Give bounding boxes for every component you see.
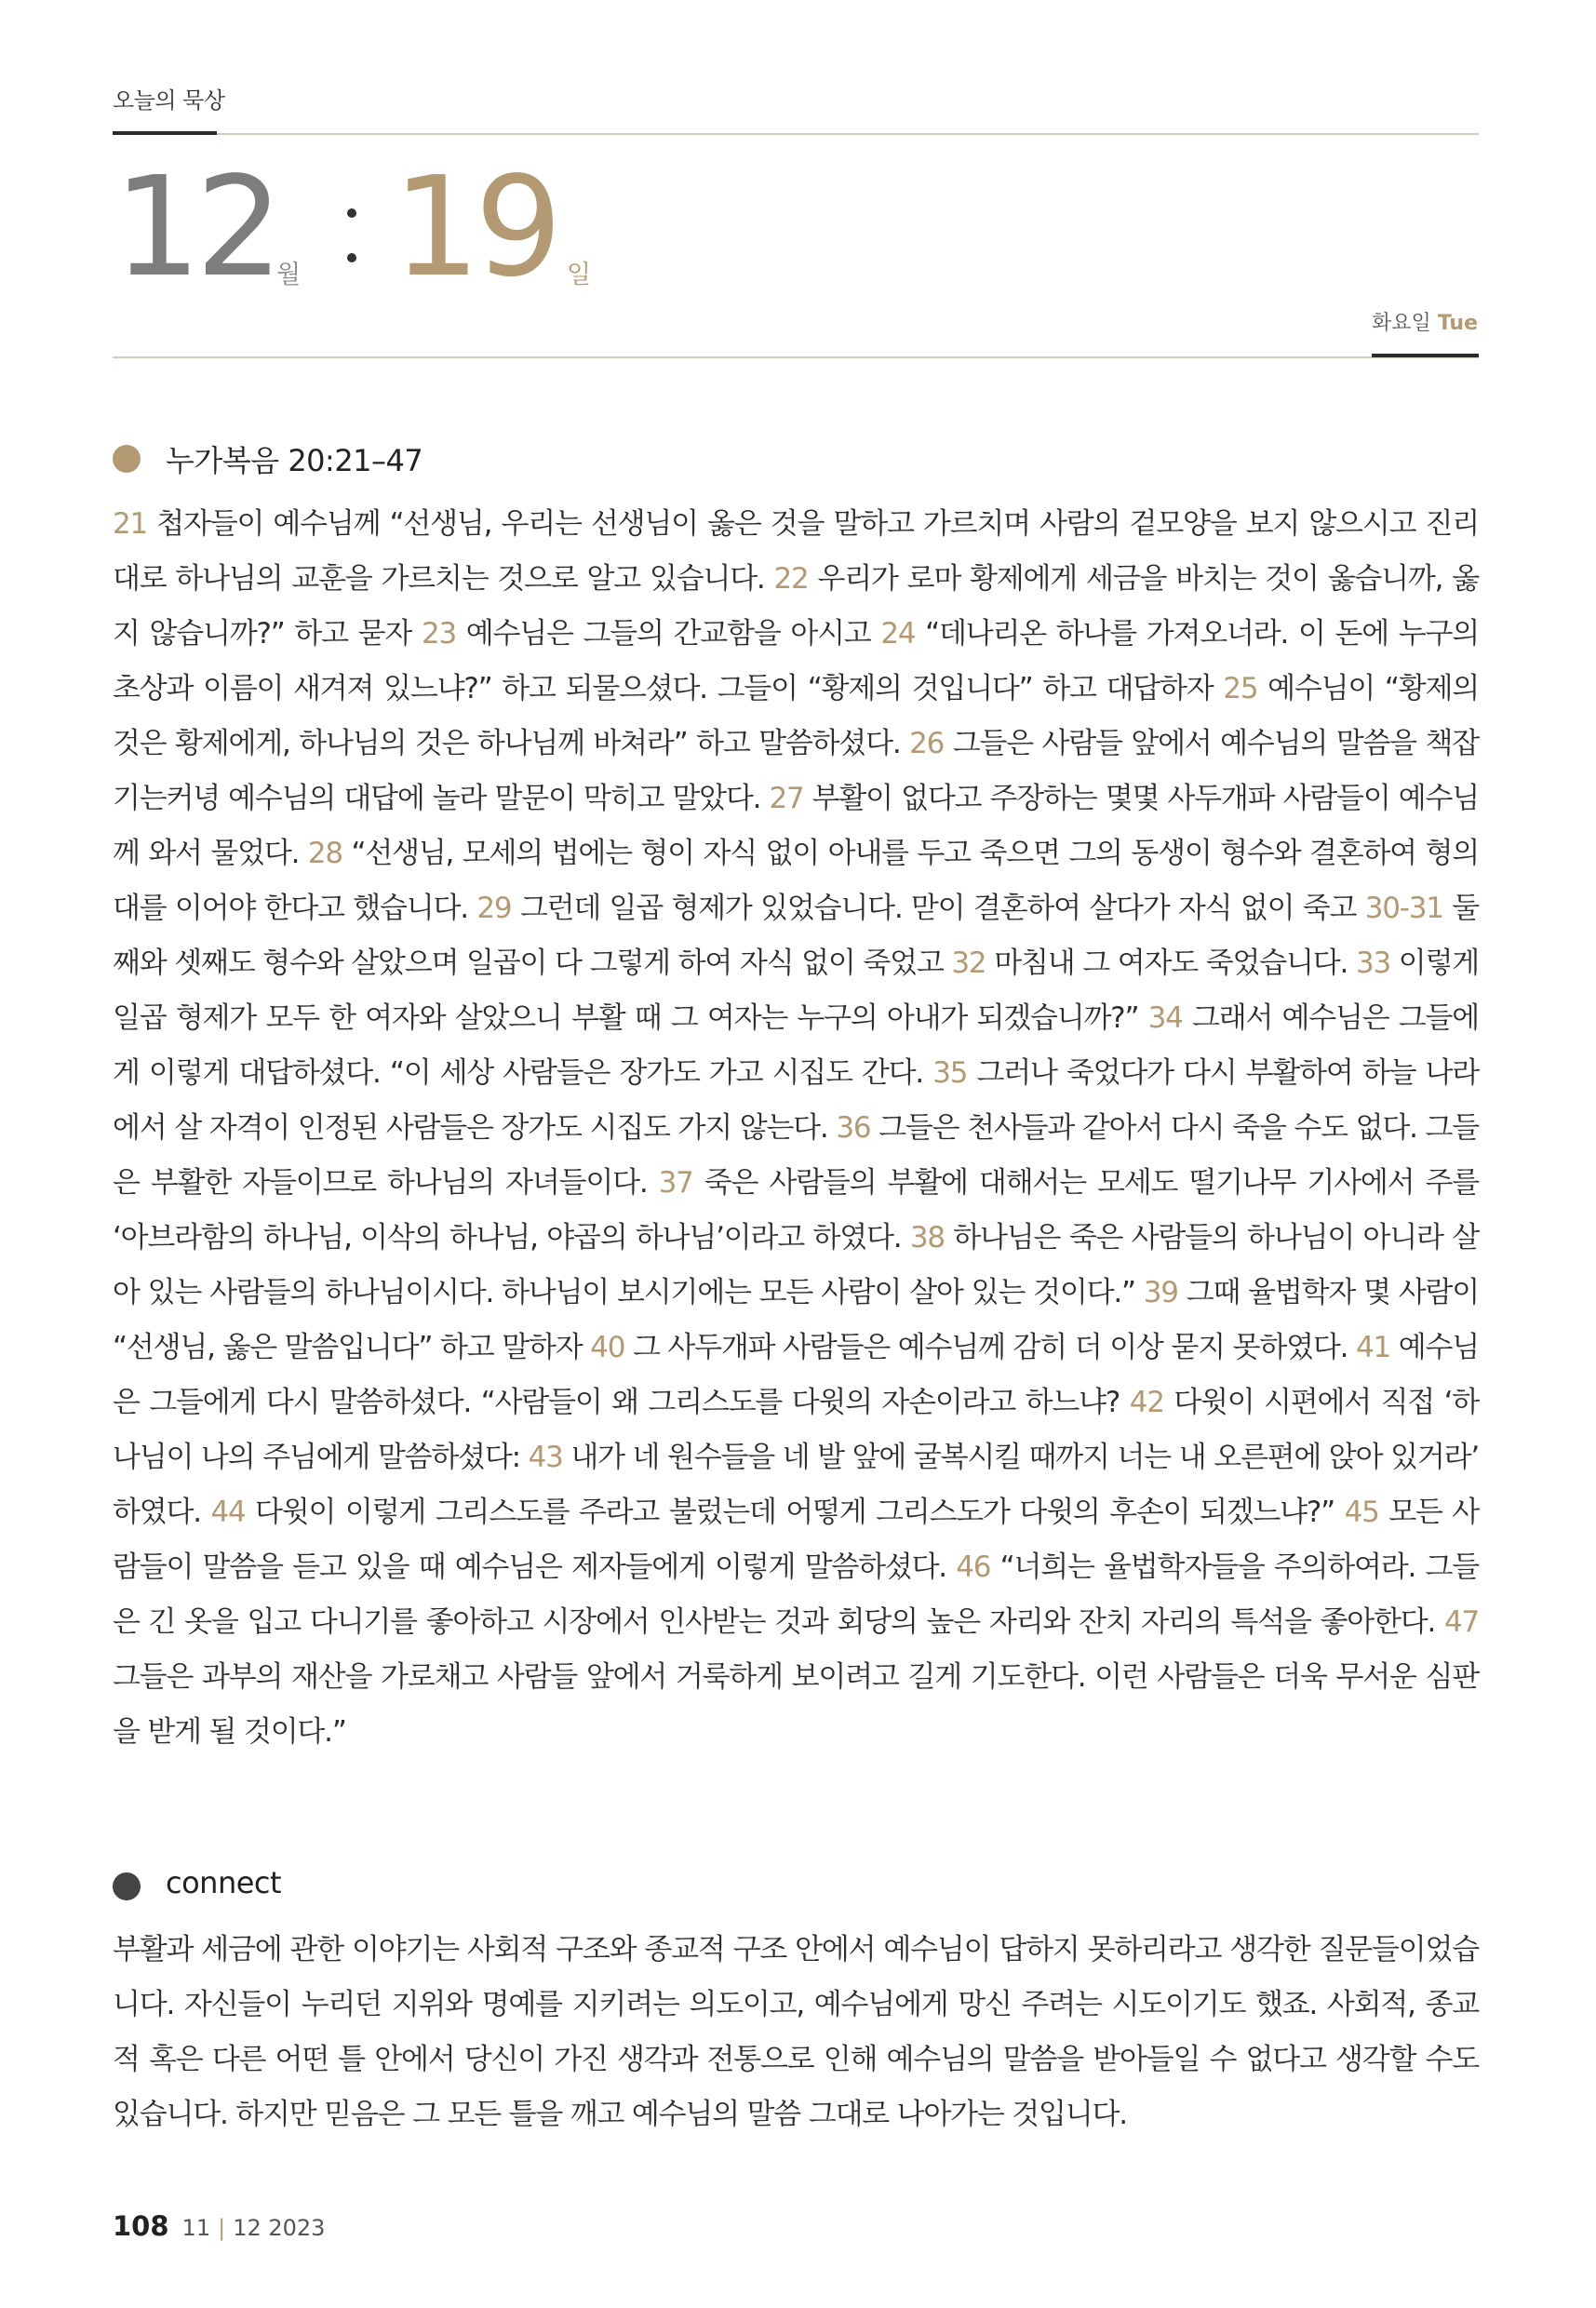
day-unit: 일 (567, 261, 592, 289)
verse-text: 하나님은 죽은 사람들의 하나님이 아니라 살아 있는 사람들의 하나님이시다. 하나님이 보시기에는 모든 사람이 살아 있는 것이다.” (113, 1221, 1479, 1309)
verse-number: 26 (909, 727, 945, 760)
verse-text: “너희는 율법학자들을 주의하여라. 그들은 긴 옷을 입고 다니기를 좋아하고 시장에서 인사받는 것과 회당의 높은 자리와 잔치 자리의 특석을 좋아한다. (113, 1550, 1479, 1639)
scripture-text (113, 497, 1479, 1760)
verse-number: 24 (880, 617, 916, 651)
connect-heading: connect (166, 1865, 282, 1900)
weekday-en: Tue (1437, 312, 1478, 335)
connect-bullet-icon (113, 1872, 141, 1900)
issue-label: 12 2023 (233, 2215, 326, 2241)
verse-number: 33 (1355, 946, 1390, 980)
date-divider-accent (1372, 354, 1479, 357)
scripture-reference: 누가복음 20:21–47 (166, 443, 423, 478)
issue-months: 11 (181, 2215, 211, 2241)
verse-text: 둘째와 셋째도 형수와 살았으며 일곱이 다 그렇게 하여 자식 없이 죽었고 (113, 892, 1479, 980)
page-number: 108 (113, 2210, 169, 2242)
verse-number: 37 (658, 1166, 693, 1200)
verse-number: 47 (1443, 1605, 1479, 1639)
verse-number: 45 (1344, 1496, 1379, 1529)
verse-text: 첩자들이 예수님께 “선생님, 우리는 선생님이 옳은 것을 말하고 가르치며 사람의 겉모양을 보지 않으시고 진리대로 하나님의 교훈을 가르치는 것으로 알고 있습니다. (113, 507, 1479, 596)
verse-number: 29 (476, 892, 512, 925)
verse-text: 그때 율법학자 몇 사람이 “선생님, 옳은 말씀입니다” 하고 말하자 (113, 1276, 1479, 1364)
verse-text: 그런데 일곱 형제가 있었습니다. 맏이 결혼하여 살다가 자식 없이 죽고 (511, 892, 1365, 925)
page-footer (113, 2210, 325, 2242)
verse-number: 28 (307, 837, 342, 870)
verse-number: 36 (836, 1111, 871, 1145)
verse-text: “데나리온 하나를 가져오너라. 이 돈에 누구의 초상과 이름이 새겨져 있느냐?” 하고 되물으셨다. 그들이 “황제의 것입니다” 하고 대답하자 (113, 617, 1479, 705)
weekday-ko: 화요일 (1372, 312, 1431, 335)
verse-number: 41 (1355, 1331, 1391, 1364)
verse-text: 우리가 로마 황제에게 세금을 바치는 것이 옳습니까, 옳지 않습니까?” 하고 묻자 (113, 562, 1479, 651)
verse-text: 부활이 없다고 주장하는 몇몇 사두개파 사람들이 예수님께 와서 물었다. (113, 782, 1479, 870)
header-divider-accent (113, 131, 217, 135)
verse-number: 38 (909, 1221, 945, 1255)
verse-number: 22 (773, 562, 809, 596)
verse-text: 그들은 과부의 재산을 가로채고 사람들 앞에서 거룩하게 보이려고 길게 기도한다. 이런 사람들은 더욱 무서운 심판을 받게 될 것이다.” (113, 1660, 1479, 1749)
verse-text: 그래서 예수님은 그들에게 이렇게 대답하셨다. “이 세상 사람들은 장가도 가고 시집도 간다. (113, 1001, 1480, 1090)
day-number: 19 (393, 147, 557, 307)
verse-text: “선생님, 모세의 법에는 형이 자식 없이 아내를 두고 죽으면 그의 동생이 형수와 결혼하여 형의 대를 이어야 한다고 했습니다. (113, 837, 1479, 925)
verse-text: 그러나 죽었다가 다시 부활하여 하늘 나라에서 살 자격이 인정된 사람들은 장가도 시집도 가지 않는다. (113, 1056, 1479, 1145)
connect-text: 부활과 세금에 관한 이야기는 사회적 구조와 종교적 구조 안에서 예수님이 답하지 못하리라고 생각한 질문들이었습니다. 자신들이 누리던 지위와 명예를 지키려는 의도이고, 예수님에게 망신 주려는 시도이기도 했죠. 사회적, 종교적 혹은 다른 어떤 틀 안에서 당신이 가진 생각과 전통으로 인해 예수님의 말씀을 받아들일 수 없다고 생각할 수도 있습니다. 하지만 믿음은 그 모든 틀을 깨고 예수님의 말씀 그대로 나아가는 것입니다. (113, 1933, 1479, 2131)
verse-number: 43 (528, 1441, 563, 1474)
verse-text: 그들은 사람들 앞에서 예수님의 말씀을 책잡기는커녕 예수님의 대답에 놀라 말문이 막히고 말았다. (113, 727, 1479, 815)
verse-number: 35 (932, 1056, 968, 1090)
verse-number: 25 (1223, 672, 1258, 705)
verse-text: 예수님은 그들에게 다시 말씀하셨다. “사람들이 왜 그리스도를 다윗의 자손이라고 하느냐? (113, 1331, 1479, 1419)
verse-number: 40 (590, 1331, 625, 1364)
date-divider (113, 356, 1479, 358)
verse-number: 46 (956, 1550, 991, 1584)
verse-text: 예수님은 그들의 간교함을 아시고 (456, 617, 881, 651)
verse-number: 32 (951, 946, 986, 980)
header-divider (113, 133, 1479, 135)
verse-text: 그들은 천사들과 같아서 다시 죽을 수도 없다. 그들은 부활한 자들이므로 하나님의 자녀들이다. (113, 1111, 1479, 1200)
verse-text: 이렇게 일곱 형제가 모두 한 여자와 살았으니 부활 때 그 여자는 누구의 아내가 되겠습니까?” (113, 946, 1479, 1035)
verse-number: 30-31 (1364, 892, 1443, 925)
verse-text: 다윗이 이렇게 그리스도를 주라고 불렀는데 어떻게 그리스도가 다윗의 후손이 되겠느냐?” (245, 1496, 1345, 1529)
weekday-label (1372, 307, 1478, 336)
verse-text: 내가 네 원수들을 네 발 앞에 굴복시킬 때까지 너는 내 오른편에 앉아 있거라’ 하였다. (113, 1441, 1479, 1529)
verse-text: 모든 사람들이 말씀을 듣고 있을 때 예수님은 제자들에게 이렇게 말씀하셨다. (113, 1496, 1479, 1584)
date-colon-separator (344, 208, 359, 266)
verse-number: 21 (113, 507, 148, 541)
month-number: 12 (114, 147, 278, 307)
scripture-bullet-icon (113, 445, 141, 473)
month-unit: 월 (276, 261, 302, 289)
verse-number: 27 (769, 782, 804, 815)
footer-separator: | (218, 2215, 226, 2241)
verse-number: 34 (1147, 1001, 1183, 1035)
verse-number: 23 (421, 617, 456, 651)
verse-text: 마침내 그 여자도 죽었습니다. (986, 946, 1356, 980)
verse-text: 죽은 사람들의 부활에 대해서는 모세도 떨기나무 기사에서 주를 ‘아브라함의 하나님, 이삭의 하나님, 야곱의 하나님’이라고 하였다. (113, 1166, 1479, 1255)
verse-text: 예수님이 “황제의 것은 황제에게, 하나님의 것은 하나님께 바쳐라” 하고 말씀하셨다. (113, 672, 1480, 760)
verse-number: 42 (1129, 1386, 1164, 1419)
verse-number: 44 (210, 1496, 246, 1529)
verse-number: 39 (1143, 1276, 1178, 1309)
verse-text: 그 사두개파 사람들은 예수님께 감히 더 이상 묻지 못하였다. (624, 1331, 1356, 1364)
verse-text: 다윗이 시편에서 직접 ‘하나님이 나의 주님에게 말씀하셨다: (113, 1386, 1479, 1474)
section-label: 오늘의 묵상 (113, 87, 225, 114)
